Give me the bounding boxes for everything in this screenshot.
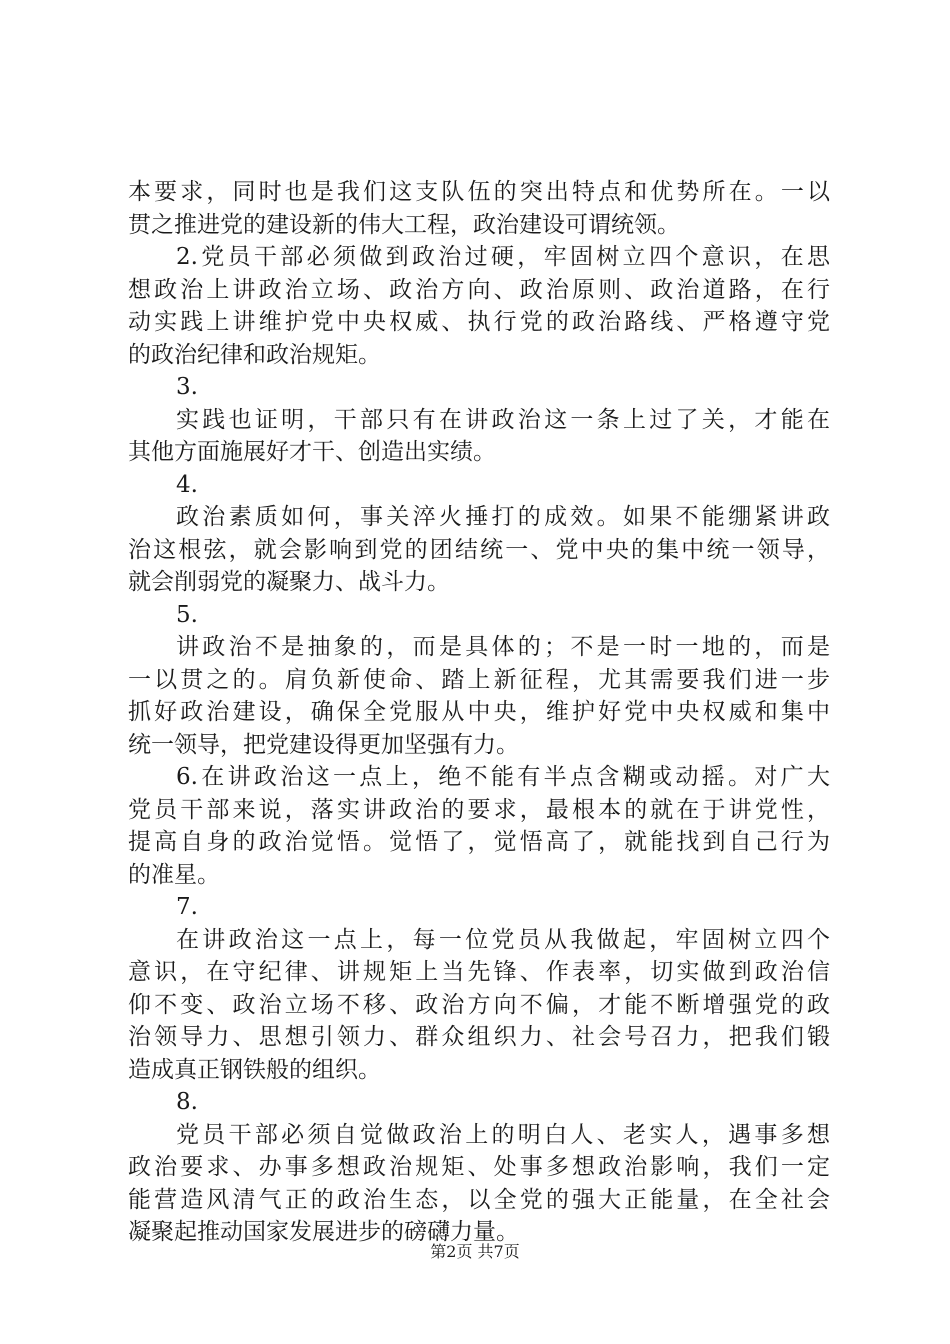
text-line: 党员干部来说，落实讲政治的要求，最根本的就在于讲党性， [128, 796, 830, 823]
text-line: 党员干部必须自觉做政治上的明白人、老实人，遇事多想 [176, 1121, 830, 1148]
text-line: 5. [176, 601, 198, 628]
text-line: 贯之推进党的建设新的伟大工程，政治建设可谓统领。 [128, 211, 680, 238]
text-line: 其他方面施展好才干、创造出实绩。 [128, 439, 496, 465]
text-line: 本要求，同时也是我们这支队伍的突出特点和优势所在。一以 [128, 179, 830, 205]
text-line: 统一领导，把党建设得更加坚强有力。 [128, 731, 519, 758]
text-line: 意识，在守纪律、讲规矩上当先锋、作表率，切实做到政治信 [128, 959, 830, 985]
text-line: 抓好政治建设，确保全党服从中央，维护好党中央权威和集中 [128, 699, 830, 725]
text-line: 政治素质如何，事关淬火捶打的成效。如果不能绷紧讲政 [176, 504, 830, 530]
text-line: 讲政治不是抽象的，而是具体的；不是一时一地的，而是 [176, 634, 830, 660]
text-line: 想政治上讲政治立场、政治方向、政治原则、政治道路，在行 [128, 276, 830, 303]
text-line: 3. [176, 374, 198, 400]
text-line: 7. [176, 894, 198, 920]
text-line: 提高自身的政治觉悟。觉悟了，觉悟高了，就能找到自己行为 [128, 829, 830, 855]
text-line: 造成真正钢铁般的组织。 [128, 1056, 381, 1083]
text-line: 在讲政治这一点上，每一位党员从我做起，牢固树立四个 [176, 926, 830, 953]
document-body [128, 176, 830, 1249]
text-line: 8. [176, 1089, 198, 1115]
text-line: 2.党员干部必须做到政治过硬，牢固树立四个意识，在思 [176, 244, 830, 270]
text-line: 4. [176, 471, 198, 498]
text-line: 凝聚起推动国家发展进步的磅礴力量。 [128, 1219, 519, 1245]
text-line: 治这根弦，就会影响到党的团结统一、党中央的集中统一领导， [128, 536, 830, 563]
text-line: 动实践上讲维护党中央权威、执行党的政治路线、严格遵守党 [128, 309, 830, 335]
text-line: 一以贯之的。肩负新使命、踏上新征程，尤其需要我们进一步 [128, 666, 830, 693]
text-line: 能营造风清气正的政治生态，以全党的强大正能量，在全社会 [128, 1186, 830, 1213]
text-line: 的准星。 [128, 861, 220, 888]
text-line: 就会削弱党的凝聚力、战斗力。 [128, 569, 450, 595]
text-line: 治领导力、思想引领力、群众组织力、社会号召力，把我们锻 [128, 1024, 830, 1050]
text-line: 的政治纪律和政治规矩。 [128, 341, 381, 368]
text-line: 仰不变、政治立场不移、政治方向不偏，才能不断增强党的政 [128, 991, 830, 1018]
page-footer: 第2页 共7页 [430, 1242, 520, 1261]
text-line: 政治要求、办事多想政治规矩、处事多想政治影响，我们一定 [128, 1154, 830, 1180]
text-line: 实践也证明，干部只有在讲政治这一条上过了关，才能在 [176, 406, 830, 433]
text-line: 6.在讲政治这一点上，绝不能有半点含糊或动摇。对广大 [176, 764, 830, 790]
